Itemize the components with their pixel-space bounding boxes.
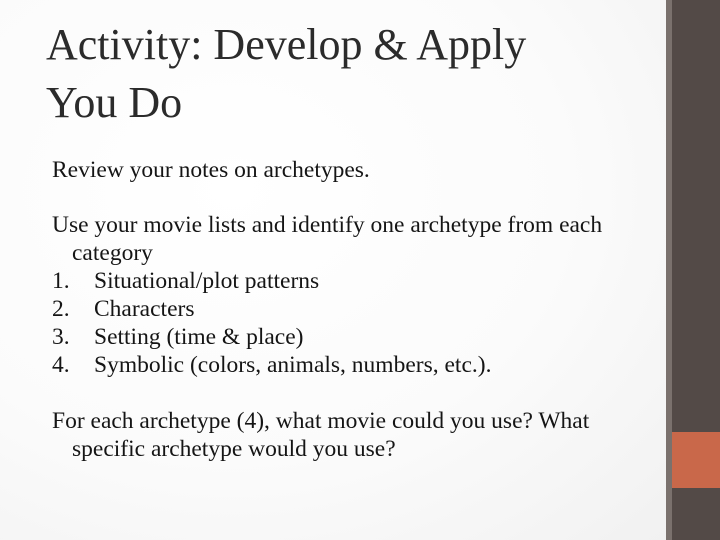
spacer <box>52 184 652 211</box>
list-item-text: Situational/plot patterns <box>94 268 320 294</box>
slide-title <box>46 16 646 132</box>
slide-title-line-2: You Do <box>46 78 183 127</box>
list-item <box>52 295 652 323</box>
list-item <box>52 351 652 379</box>
instruction-text: Use your movie lists and identify one archetype from each category <box>52 212 603 266</box>
sidebar-accent-block <box>672 432 720 488</box>
list-item-number: 3. <box>52 324 70 350</box>
list-item-number: 2. <box>52 296 70 322</box>
list-item-number: 4. <box>52 352 70 378</box>
list-item-text: Characters <box>94 296 195 322</box>
list-item <box>52 267 652 295</box>
list-item-text: Setting (time & place) <box>94 324 304 350</box>
intro-text: Review your notes on archetypes. <box>52 157 370 183</box>
category-list <box>52 267 652 379</box>
question-text: For each archetype (4), what movie could you use? What specific archetype would you use? <box>52 408 590 462</box>
slide-title-line-1: Activity: Develop & Apply <box>46 20 527 69</box>
list-item-number: 1. <box>52 268 70 294</box>
spacer <box>52 379 652 407</box>
list-item <box>52 323 652 351</box>
list-item-text: Symbolic (colors, animals, numbers, etc.). <box>94 352 492 378</box>
slide-body <box>52 156 652 463</box>
